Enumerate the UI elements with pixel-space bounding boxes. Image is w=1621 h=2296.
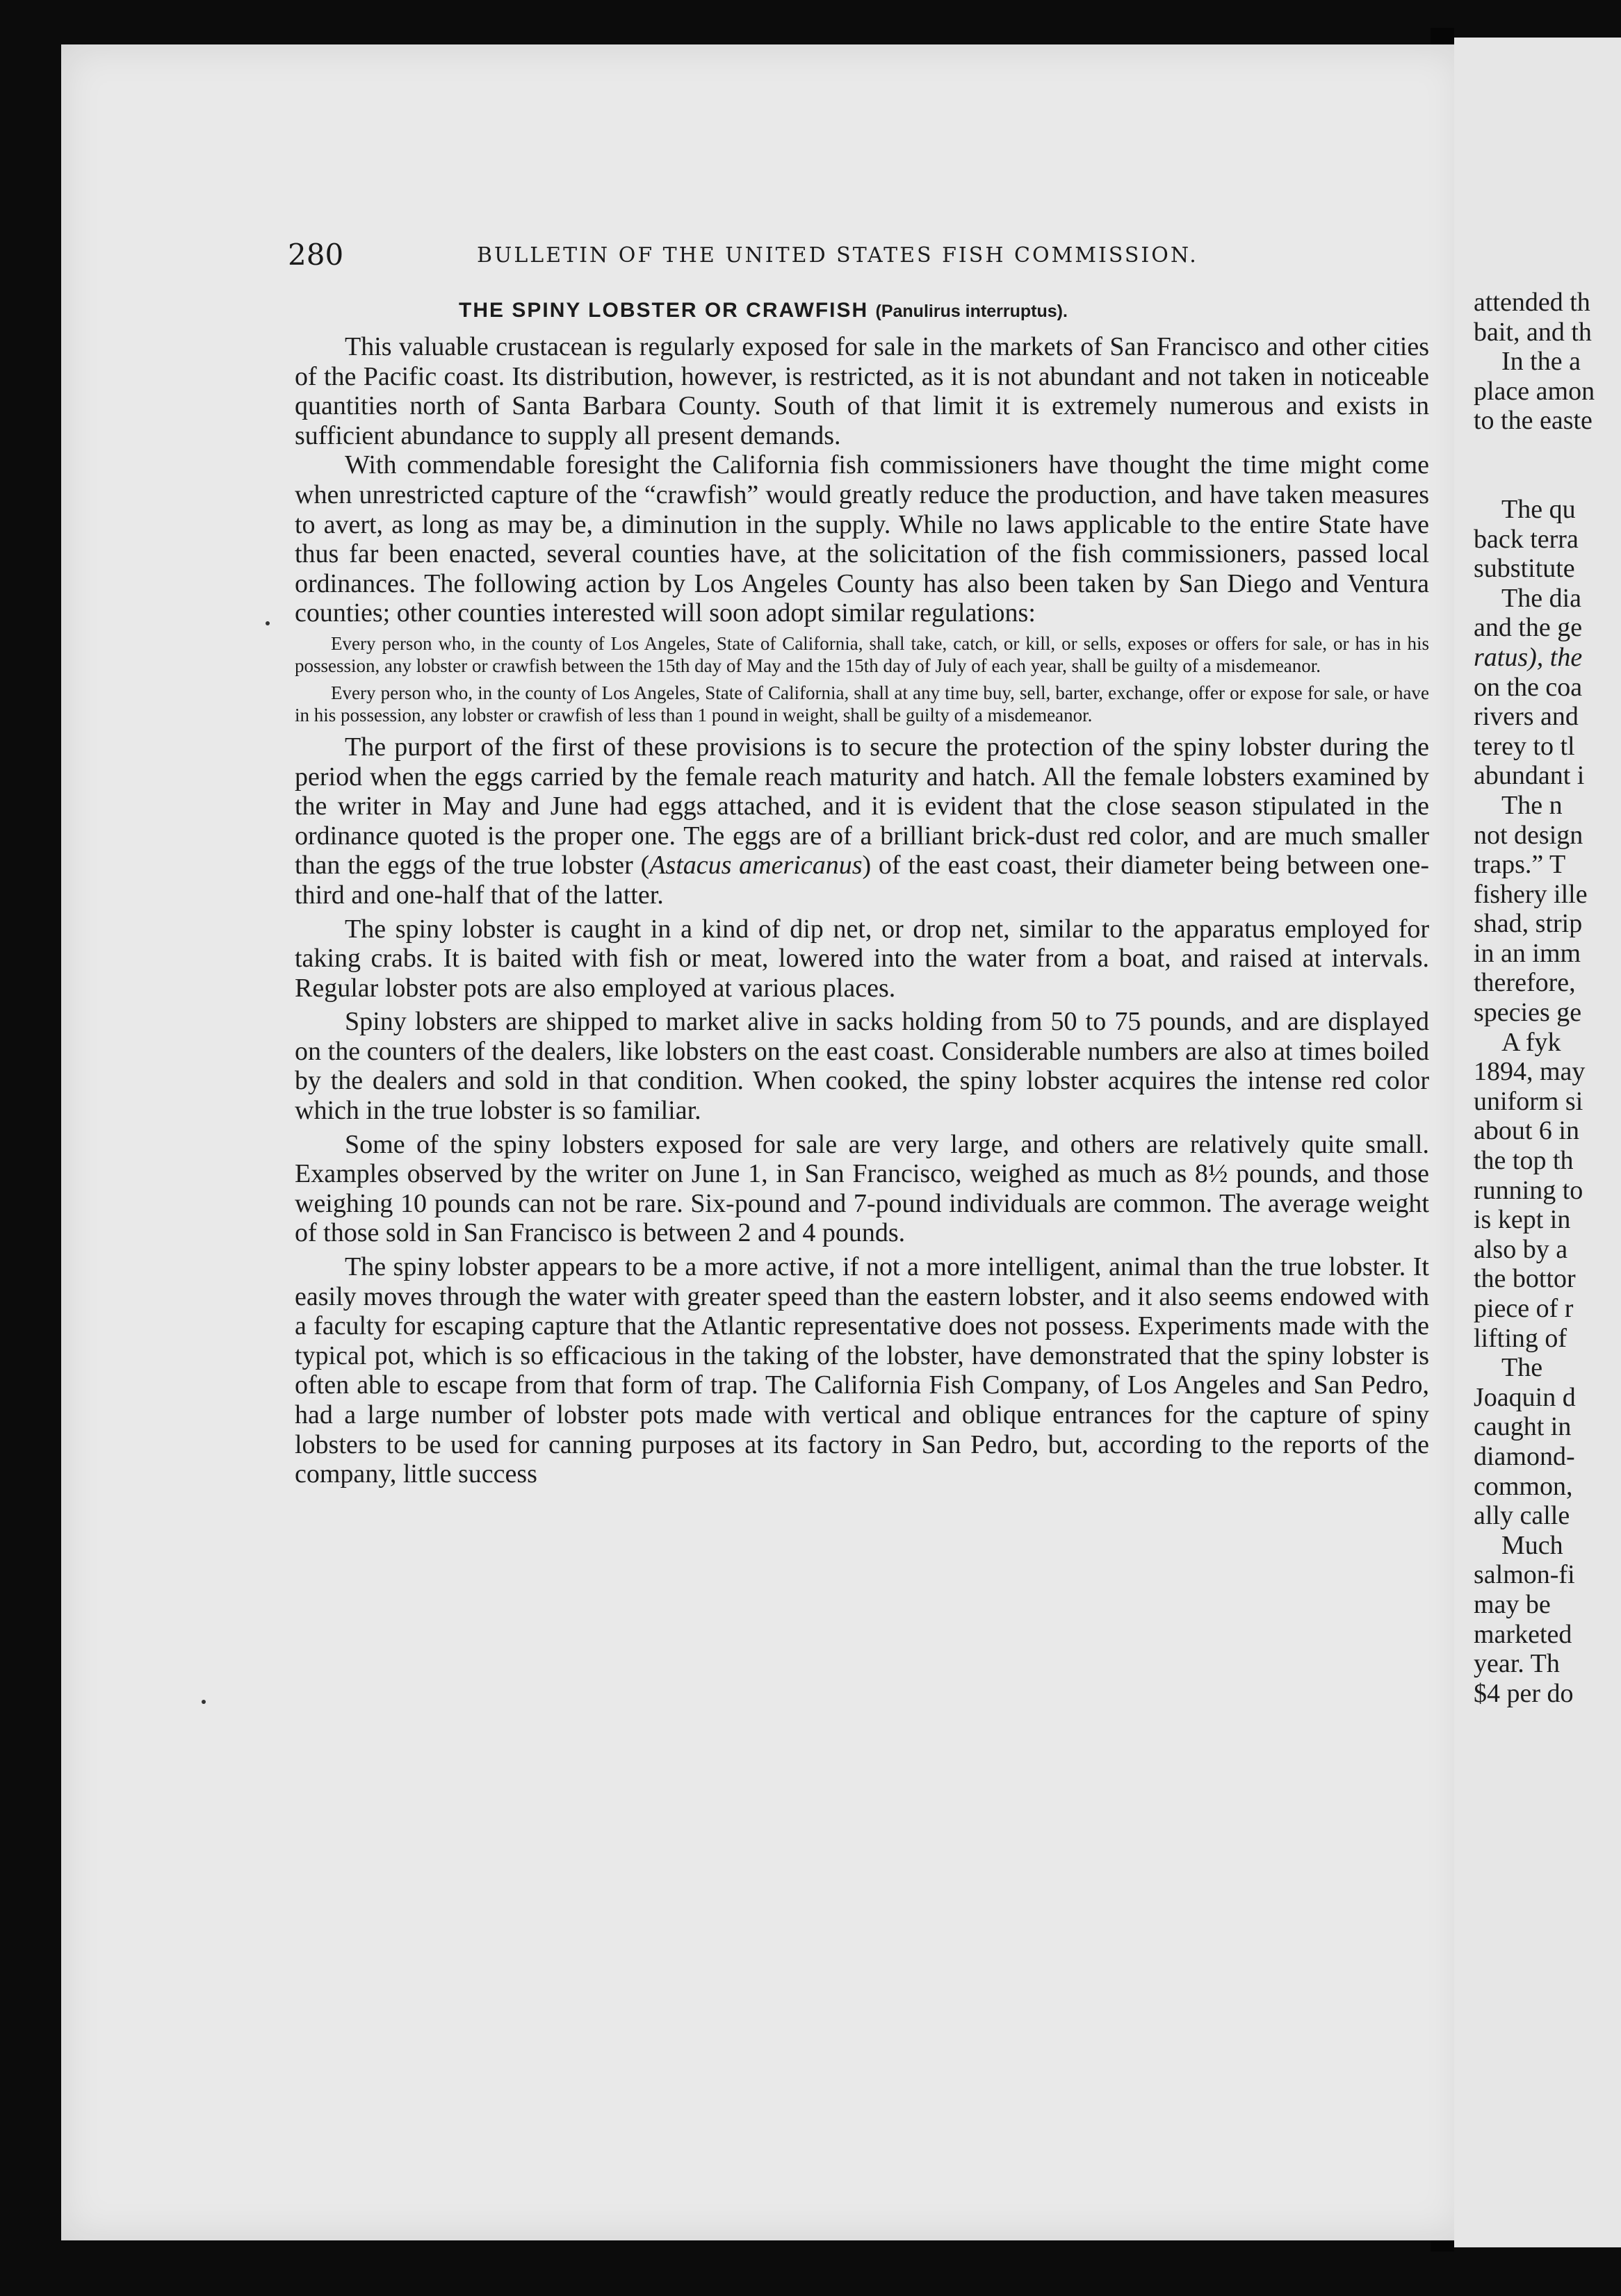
right-line: therefore, <box>1474 968 1576 998</box>
paragraph: Some of the spiny lobsters exposed for sale are very large, and others are relatively quite small. Examples observed by the writer on June 1, in San Francisco, weighed as much as 8½ pounds, and those weighing 10 pounds can not be rare. Six-pound and 7-pound individuals are common. The average weight of those sold in San Francisco is between 2 and 4 pounds. <box>295 1129 1429 1248</box>
paragraph: This valuable crustacean is regularly exposed for sale in the markets of San Francisco and other cities of the Pacific coast. Its distribution, however, is restricted, as it is not abundant and not taken in noticeable quantities north of Santa Barbara County. South of that limit it is extremely numerous and exists in sufficient abundance to supply all present demands. <box>295 332 1429 450</box>
right-line: In the a <box>1501 347 1581 377</box>
right-line: back terra <box>1474 524 1579 554</box>
right-line: the bottor <box>1474 1264 1576 1294</box>
right-line: caught in <box>1474 1412 1572 1442</box>
right-line: The <box>1501 1353 1543 1383</box>
species-name-italic: Astacus americanus <box>649 851 863 880</box>
ordinance-quote: Every person who, in the county of Los Angeles, State of California, shall at any time buy, sell, barter, exchange, offer or expose for sale, or have in his possession, any lobster or crawfish of less than 1 pound in weight, shall be guilty of a misdemeanor. <box>295 682 1429 726</box>
right-line: 1894, may <box>1474 1057 1586 1087</box>
section-title <box>459 299 1068 322</box>
print-speck <box>202 1700 206 1704</box>
section-title-text: THE SPINY LOBSTER OR CRAWFISH <box>459 299 869 322</box>
page-header <box>288 239 1421 271</box>
right-line: in an imm <box>1474 938 1581 968</box>
right-line: attended th <box>1474 288 1590 317</box>
right-line: salmon-fi <box>1474 1560 1575 1590</box>
right-line: bait, and th <box>1474 317 1592 347</box>
running-head: BULLETIN OF THE UNITED STATES FISH COMMISSION. <box>477 243 1198 268</box>
paragraph-purport <box>295 732 1429 910</box>
paragraph: The spiny lobster is caught in a kind of dip net, or drop net, similar to the apparatus employed for taking crabs. It is baited with fish or meat, lowered into the water from a boat, and raised at intervals. Regular lobster pots are also employed at various places. <box>295 914 1429 1003</box>
paragraph: The spiny lobster appears to be a more active, if not a more intelligent, animal than the true lobster. It easily moves through the water with greater speed than the eastern lobster, and it also seems endowed with a faculty for escaping capture that the Atlantic representative does not possess. Experiments made with the typical pot, which is so efficacious in the taking of the lobster, have demonstrated that the spiny lobster is often able to escape from that form of trap. The California Fish Company, of Los Angeles and San Pedro, had a large number of lobster pots made with vertical and oblique entrances for the capture of spiny lobsters to be used for canning purposes at its factory in San Pedro, but, according to the reports of the company, little success <box>295 1252 1429 1489</box>
right-line: diamond- <box>1474 1441 1575 1471</box>
right-line: to the easte <box>1474 406 1593 436</box>
right-line: species ge <box>1474 998 1582 1028</box>
right-line: marketed <box>1474 1619 1572 1649</box>
right-line: place amon <box>1474 376 1595 406</box>
right-line: piece of r <box>1474 1294 1574 1323</box>
right-line: running to <box>1474 1175 1583 1205</box>
right-line: The qu <box>1501 494 1576 524</box>
right-line: The dia <box>1501 583 1582 613</box>
right-line: may be <box>1474 1589 1551 1619</box>
right-line: lifting of <box>1474 1323 1567 1353</box>
paragraph: With commendable foresight the California fish commissioners have thought the time might come when unrestricted capture of the “crawfish” would greatly reduce the production, and have taken measures to avert, as long as may be, a diminution in the supply. While no laws applicable to the entire State have thus far been enacted, several counties have, at the solicitation of the fish commissioners, passed local ordinances. The following action by Los Angeles County has also been taken by San Diego and Ventura counties; other counties interested will soon adopt similar regulations: <box>295 450 1429 628</box>
right-line: the top th <box>1474 1146 1574 1176</box>
right-line: terey to tl <box>1474 731 1575 761</box>
right-line: Joaquin d <box>1474 1382 1576 1412</box>
right-line: not design <box>1474 820 1583 850</box>
right-line: ratus), the <box>1474 642 1583 672</box>
paragraph-purport-text: The purport of the first of these provisions is to secure the protection of the spiny lobster during the period when the eggs carried by the female reach maturity and hatch. All the female lobsters examined by the writer in May and June had eggs attached, and it is evident that the close season stipulated in the ordinance quoted is the proper one. The eggs are of a brilliant brick-dust red color, and are much smaller than the eggs of the true lobster ( <box>295 732 1429 880</box>
right-line: year. Th <box>1474 1649 1560 1679</box>
right-line: fishery ille <box>1474 879 1588 909</box>
right-line: substitute <box>1474 554 1575 584</box>
right-line: common, <box>1474 1471 1573 1501</box>
right-line: also by a <box>1474 1234 1568 1264</box>
right-line: A fyk <box>1501 1027 1561 1057</box>
print-speck <box>266 621 270 625</box>
right-line: The n <box>1501 790 1563 820</box>
right-line: shad, strip <box>1474 909 1583 939</box>
scientific-name: (Panulirus interruptus). <box>875 302 1068 321</box>
right-line: on the coa <box>1474 672 1583 702</box>
right-page-fragment <box>1454 38 1621 2247</box>
right-page-text <box>1474 288 1621 1708</box>
spacer <box>1474 436 1621 495</box>
right-line: uniform si <box>1474 1086 1583 1116</box>
right-line: ally calle <box>1474 1501 1570 1531</box>
article-body <box>295 332 1429 1489</box>
right-line: Much <box>1501 1530 1563 1560</box>
right-line: traps.” T <box>1474 850 1566 880</box>
right-line: $4 per do <box>1474 1678 1574 1708</box>
right-line: about 6 in <box>1474 1116 1579 1146</box>
right-line: rivers and <box>1474 702 1579 732</box>
paragraph: Spiny lobsters are shipped to market alive in sacks holding from 50 to 75 pounds, and are displayed on the counters of the dealers, like lobsters on the east coast. Considerable numbers are also at times boiled by the dealers and sold in that condition. When cooked, the spiny lobster acquires the intense red color which in the true lobster is so familiar. <box>295 1007 1429 1126</box>
page-number: 280 <box>288 238 344 272</box>
paragraph-purport-text-end: ) of the east coast, their diameter being between one-third and one-half that of the latter. <box>295 851 1429 910</box>
right-line: abundant i <box>1474 761 1585 791</box>
right-line: is kept in <box>1474 1205 1571 1235</box>
ordinance-quote: Every person who, in the county of Los Angeles, State of California, shall take, catch, or kill, or sells, exposes or offers for sale, or has in his possession, any lobster or crawfish between the 15th day of May and the 15th day of July of each year, shall be guilty of a misdemeanor. <box>295 632 1429 677</box>
right-line: and the ge <box>1474 613 1583 643</box>
